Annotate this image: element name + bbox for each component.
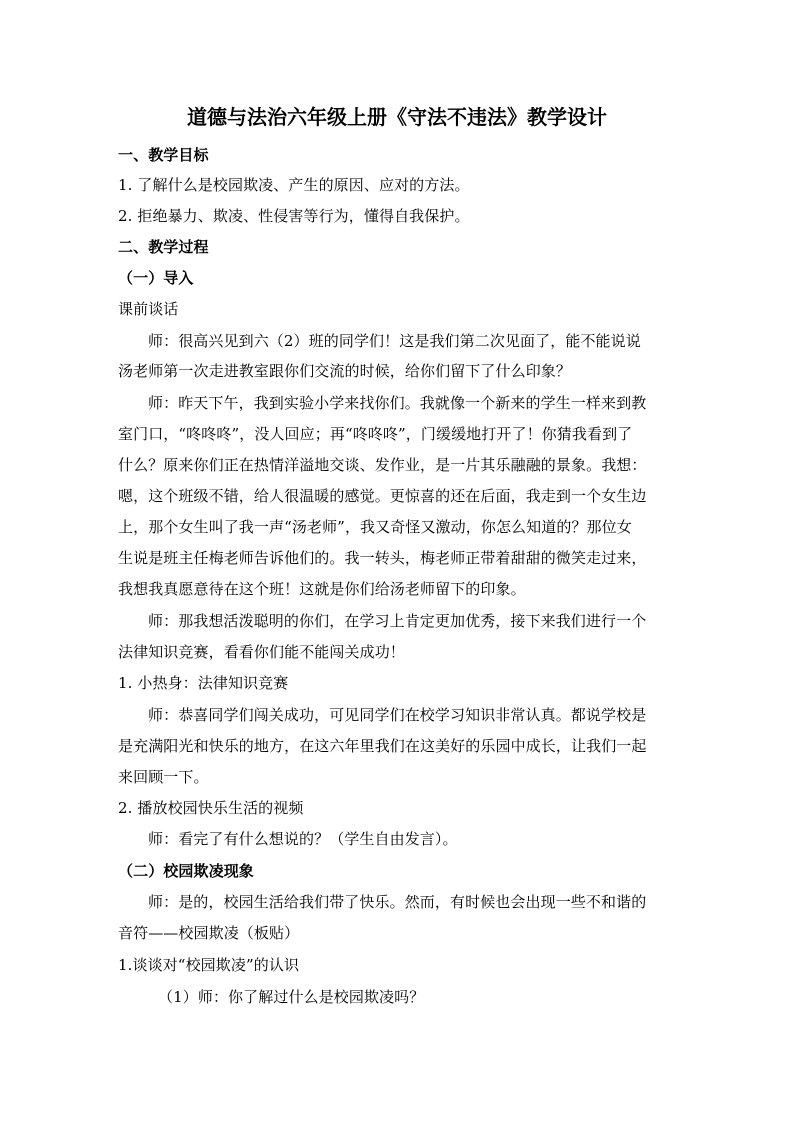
paragraph-line: 师：很高兴见到六（2）班的同学们！这是我们第二次见面了，能不能说说 bbox=[148, 332, 641, 350]
paragraph-line: 音符——校园欺凌（板贴） bbox=[118, 924, 300, 942]
paragraph-line: 嗯，这个班级不错，给人很温暖的感觉。更惊喜的还在后面，我走到一个女生边 bbox=[118, 487, 647, 505]
list-item-heading: 1.谈谈对“校园欺凌”的认识 bbox=[118, 956, 300, 974]
paragraph-line: 我想我真愿意待在这个班！这就是你们给汤老师留下的印象。 bbox=[118, 580, 526, 598]
paragraph-line: 什么？原来你们正在热情洋溢地交谈、发作业，是一片其乐融融的景象。我想： bbox=[118, 456, 647, 474]
paragraph-line: 室门口，“咚咚咚”，没人回应；再“咚咚咚”，门缓缓地打开了！你猜我看到了 bbox=[118, 425, 633, 443]
document-title: 道德与法治六年级上册《守法不违法》教学设计 bbox=[187, 105, 607, 129]
paragraph-label: 课前谈话 bbox=[118, 300, 179, 318]
paragraph-line: 汤老师第一次走进教室跟你们交流的时候，给你们留下了什么印象？ bbox=[118, 362, 572, 380]
paragraph-line: 师：是的，校园生活给我们带了快乐。然而，有时候也会出现一些不和谐的 bbox=[148, 893, 647, 911]
section-heading-objectives: 一、教学目标 bbox=[118, 146, 209, 164]
paragraph-line: 师：那我想活泼聪明的你们，在学习上肯定更加优秀，接下来我们进行一个 bbox=[148, 612, 647, 630]
paragraph-line: 生说是班主任梅老师告诉他们的。我一转头，梅老师正带着甜甜的微笑走过来， bbox=[118, 549, 647, 567]
paragraph-line: （1）师：你了解过什么是校园欺凌吗？ bbox=[158, 988, 425, 1006]
list-item-heading: 2. 播放校园快乐生活的视频 bbox=[118, 799, 304, 817]
paragraph-line: 师：昨天下午，我到实验小学来找你们。我就像一个新来的学生一样来到教 bbox=[148, 394, 647, 412]
paragraph-line: 上，那个女生叫了我一声“汤老师”，我又奇怪又激动，你怎么知道的？那位女 bbox=[118, 518, 632, 536]
paragraph-line: 师：看完了有什么想说的？（学生自由发言）。 bbox=[148, 830, 458, 848]
list-item-heading: 1. 小热身：法律知识竞赛 bbox=[118, 674, 289, 692]
objective-item-2: 2. 拒绝暴力、欺凌、性侵害等行为，懂得自我保护。 bbox=[118, 207, 470, 225]
paragraph-line: 来回顾一下。 bbox=[118, 768, 209, 786]
subsection-heading-bullying: （二）校园欺凌现象 bbox=[118, 862, 254, 880]
objective-item-1: 1. 了解什么是校园欺凌、产生的原因、应对的方法。 bbox=[118, 176, 470, 194]
paragraph-line: 法律知识竞赛，看看你们能不能闯关成功！ bbox=[118, 643, 405, 661]
section-heading-process: 二、教学过程 bbox=[118, 238, 209, 256]
subsection-heading-intro: （一）导入 bbox=[118, 269, 194, 287]
paragraph-line: 是充满阳光和快乐的地方，在这六年里我们在这美好的乐园中成长，让我们一起 bbox=[118, 737, 647, 755]
paragraph-line: 师：恭喜同学们闯关成功，可见同学们在校学习知识非常认真。都说学校是 bbox=[148, 706, 647, 724]
